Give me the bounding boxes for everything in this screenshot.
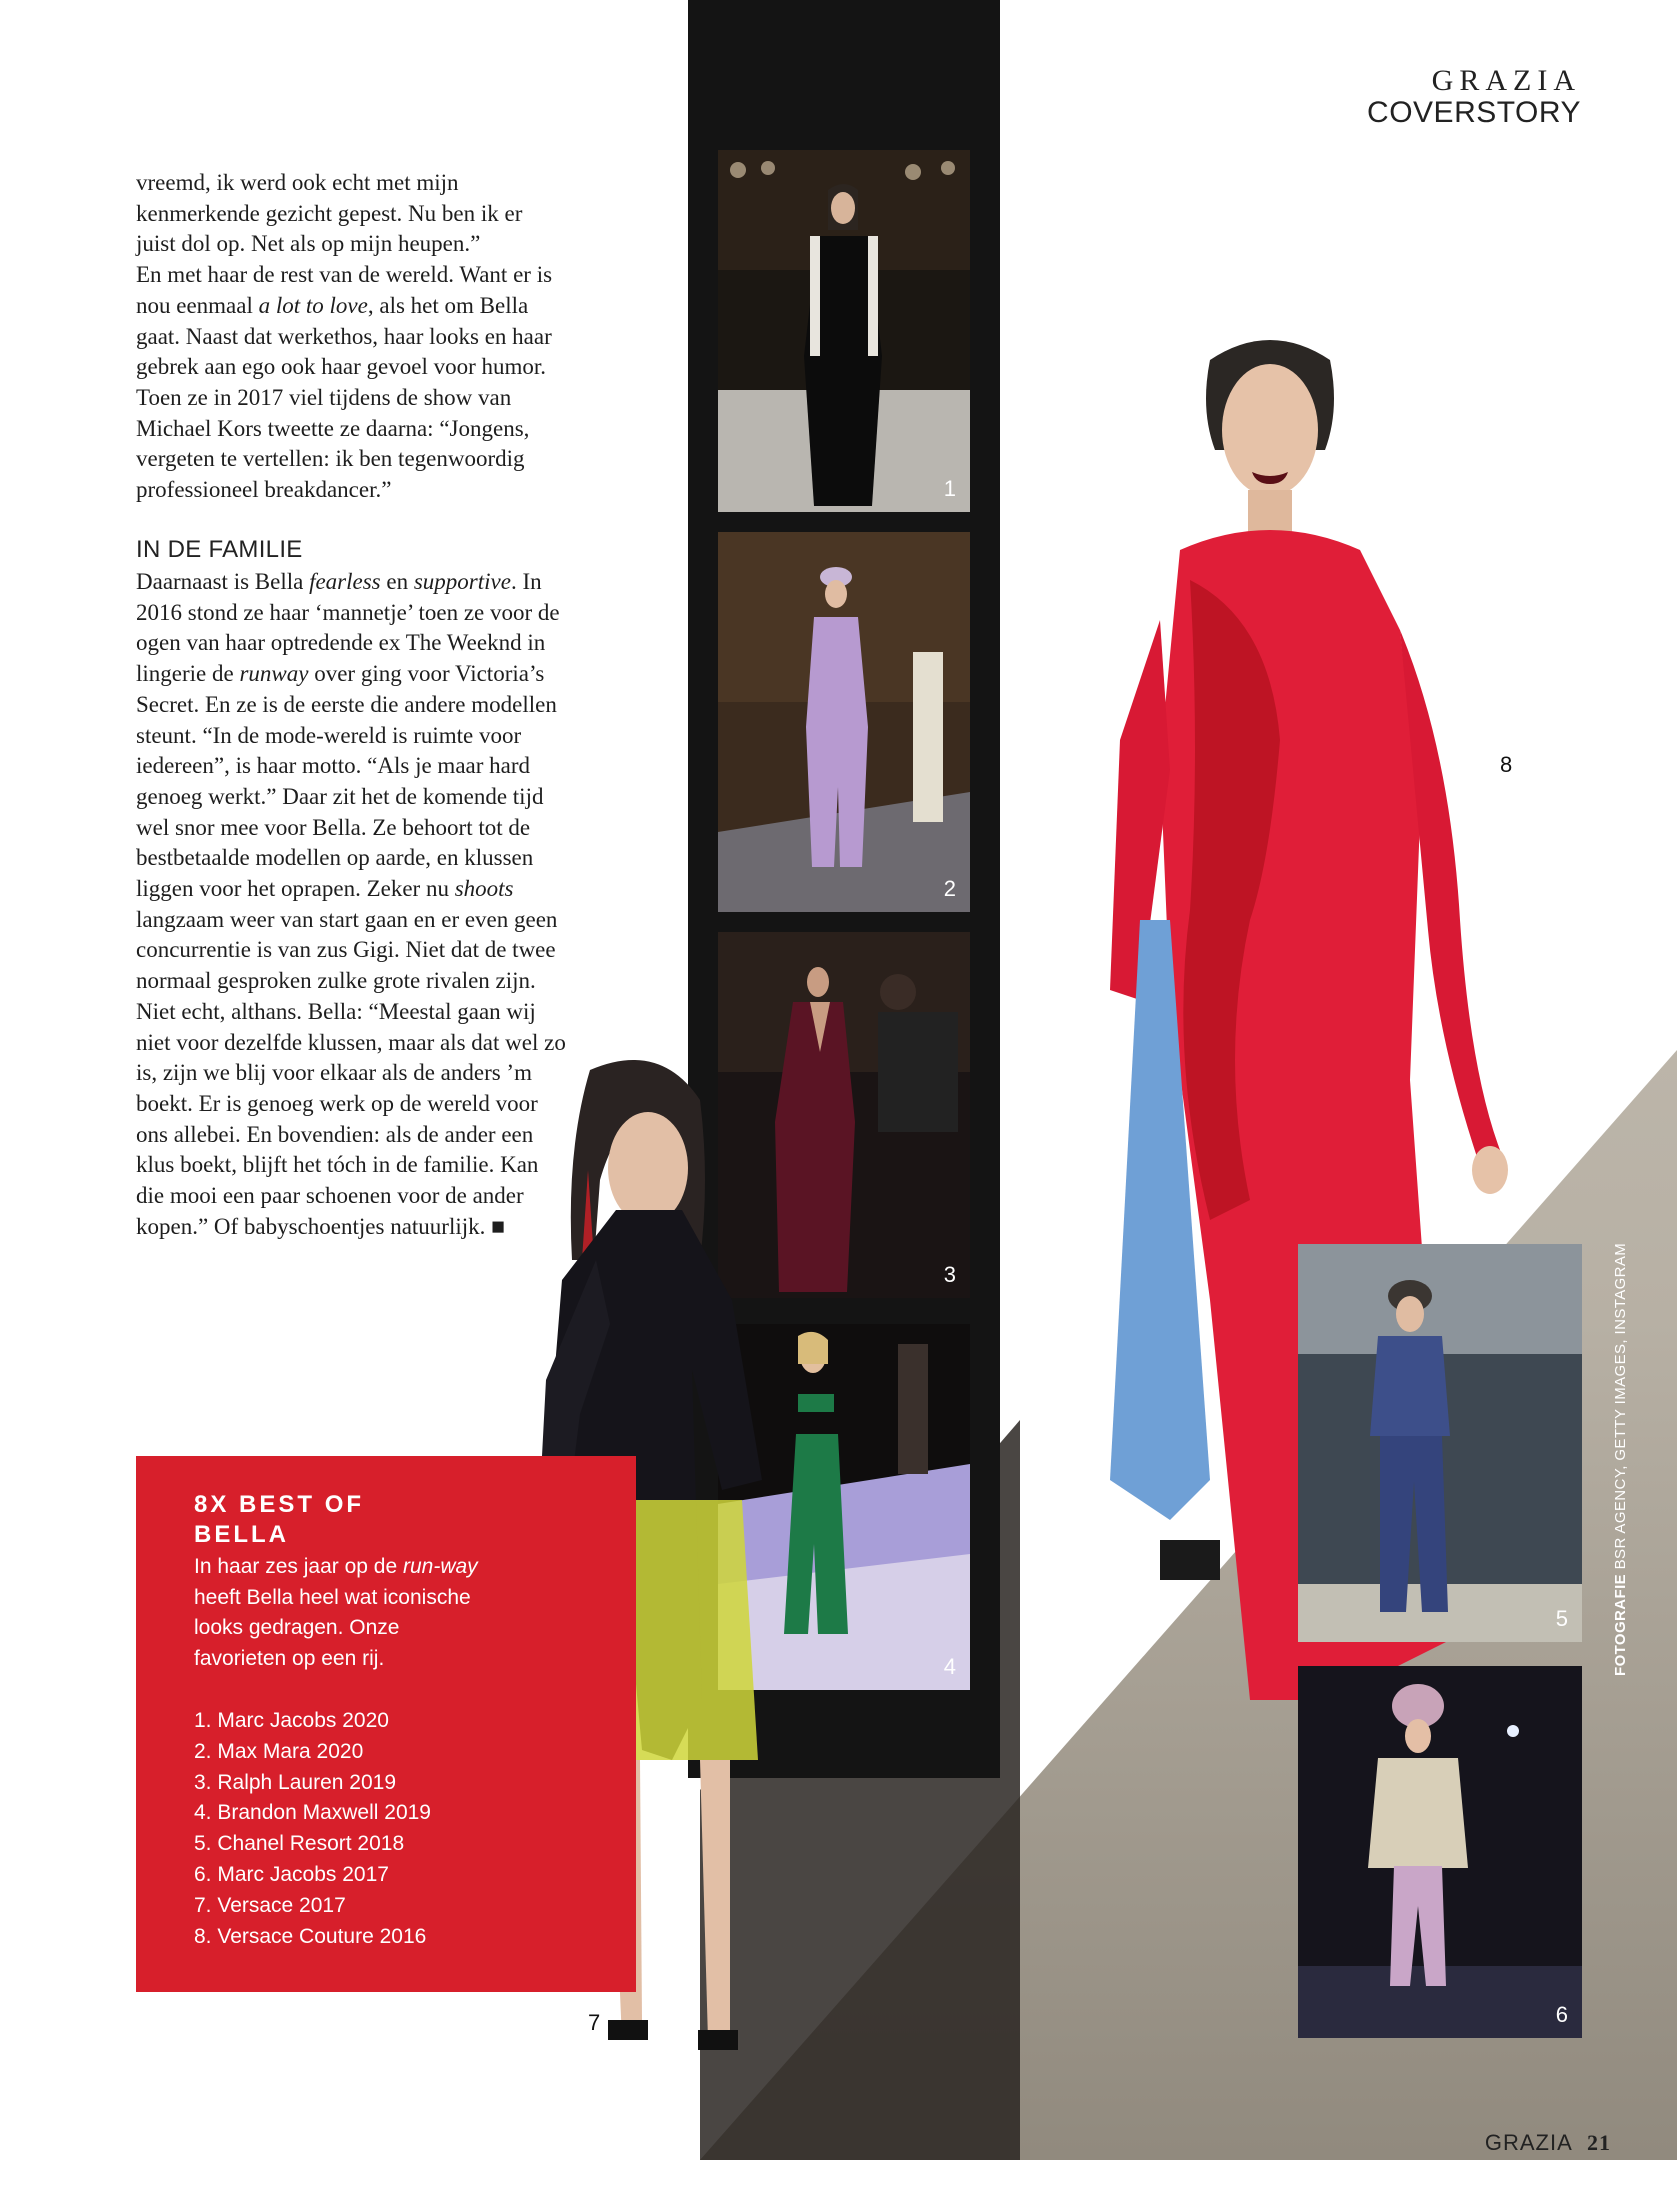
paragraph-3: Daarnaast is Bella fearless en supportive. In 2016 stond ze haar ‘mannetje’ toen ze voor de ogen van haar optredende ex The Weeknd in lingerie de runway over ging voor Victoria’s Secret. En ze is de eerste die andere modellen steunt. “In de mode-wereld is ruimte voor iedereen”, is haar motto. “Als je maar hard genoeg werkt.” Daar zit het de komende tijd wel snor mee voor Bella. Ze behoort tot de bestbetaalde modellen op aarde, en klussen liggen voor het oprapen. Zeker nu shoots langzaam weer van start gaan en er even geen concurrentie is van zus Gigi. Niet dat de twee normaal gesproken zulke grote rivalen zijn. Niet echt, althans. Bella: “Meestal gaan wij niet voor dezelfde klussen, maar als dat wel zo is, zijn we blij voor elkaar als de anders ’m boekt. Er is genoeg werk op de wereld voor ons allebei. En bovendien: als de ander een klus boekt, blijft het tóch in de familie. Kan die mooi een paar schoenen voor de ander kopen.” Of babyschoentjes natuurlijk. ■ xyxy=(136,569,566,1239)
paragraph-1: vreemd, ik werd ook echt met mijn kenmerkende gezicht gepest. Nu ben ik er juist dol op. Net als op mijn heupen.” xyxy=(136,170,523,257)
photo-number: 7 xyxy=(588,2010,601,2035)
footer-brand: GRAZIA xyxy=(1484,2130,1573,2155)
box-intro: In haar zes jaar op de run-way heeft Bella heel wat iconische looks gedragen. Onze favorieten op een rij. xyxy=(194,1555,478,1670)
photo-number: 5 xyxy=(1555,1606,1568,1631)
list-item: 7. Versace 2017 xyxy=(194,1893,346,1917)
magazine-brand: GRAZIA xyxy=(1431,64,1581,97)
photo-5-chanel-resort-2018 xyxy=(1298,1244,1582,1642)
looks-list xyxy=(194,1706,431,1952)
paragraph-2: En met haar de rest van de wereld. Want er is nou eenmaal a lot to love, als het om Bella gaat. Naast dat werkethos, haar looks en haar gebrek aan ego ook haar gevoel voor humor. Toen ze in 2017 viel tijdens de show van Michael Kors tweette ze daarna: “Jongens, vergeten te vertellen: ik ben tegenwoordig professioneel breakdancer.” xyxy=(136,262,553,503)
list-item: 5. Chanel Resort 2018 xyxy=(194,1832,405,1856)
list-item: 3. Ralph Lauren 2019 xyxy=(194,1770,396,1794)
photo-6-marc-jacobs-2017 xyxy=(1298,1666,1582,2038)
section-label: COVERSTORY xyxy=(1367,96,1581,129)
photo-number: 3 xyxy=(943,1262,956,1287)
photo-number: 4 xyxy=(943,1654,956,1679)
photo-credit: FOTOGRAFIE BSR AGENCY, GETTY IMAGES, INSTAGRAM xyxy=(1612,1242,1629,1676)
list-item: 2. Max Mara 2020 xyxy=(194,1739,364,1763)
photo-number: 2 xyxy=(943,876,956,901)
box-title: 8X BEST OF BELLA xyxy=(194,1491,365,1548)
list-item: 4. Brandon Maxwell 2019 xyxy=(194,1801,431,1825)
list-item: 6. Marc Jacobs 2017 xyxy=(194,1862,389,1886)
photo-2-max-mara-2020 xyxy=(718,532,970,912)
subheading: IN DE FAMILIE xyxy=(136,536,303,563)
photo-number: 8 xyxy=(1500,752,1513,777)
list-item: 1. Marc Jacobs 2020 xyxy=(194,1709,389,1732)
best-of-box xyxy=(136,1456,636,1992)
photo-1-marc-jacobs-2020 xyxy=(718,150,970,512)
photo-number: 1 xyxy=(943,476,956,501)
list-item: 8. Versace Couture 2016 xyxy=(194,1924,427,1948)
photo-number: 6 xyxy=(1555,2002,1568,2027)
page-footer xyxy=(1485,2130,1611,2156)
page-number: 21 xyxy=(1587,2130,1611,2155)
article-body-top xyxy=(136,168,566,506)
article-body-bottom xyxy=(136,567,566,1242)
